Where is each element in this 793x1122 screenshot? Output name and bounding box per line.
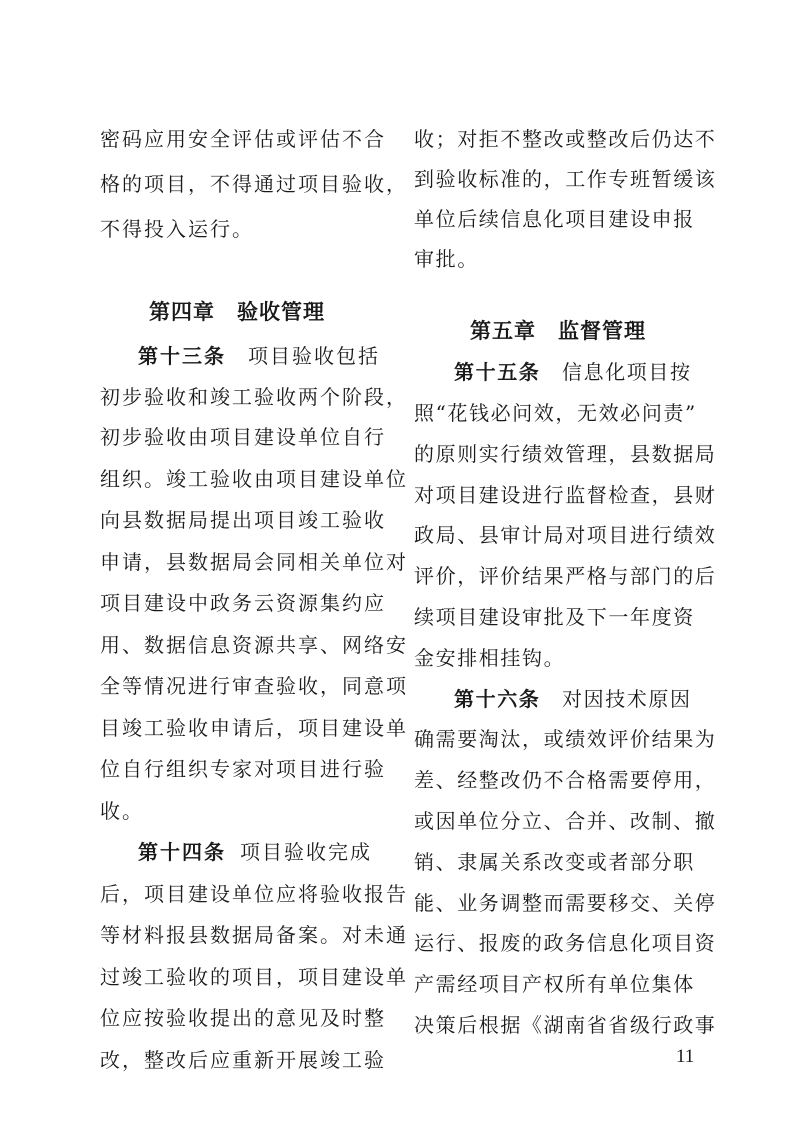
article-16-first-line: 第十六条 对因技术原因 bbox=[454, 687, 692, 711]
article-16-title: 第十六条 bbox=[454, 687, 541, 711]
text-line: 运行、报废的政务信息化项目资 bbox=[414, 931, 717, 955]
text-line: 政局、县审计局对项目进行绩效 bbox=[414, 523, 717, 547]
text-line: 对项目建设进行监督检查，县财 bbox=[414, 483, 717, 507]
text-line: 能、业务调整而需要移交、关停 bbox=[414, 891, 717, 915]
text-line: 不得投入运行。 bbox=[100, 217, 254, 241]
article-15-first-line: 第十五条 信息化项目按 bbox=[454, 360, 692, 384]
chapter-5-heading: 第五章 监督管理 bbox=[470, 318, 646, 343]
text-line: 位自行组织专家对项目进行验 bbox=[100, 757, 386, 781]
text-line: 收；对拒不整改或整改后仍达不 bbox=[414, 127, 717, 151]
text-line: 决策后根据《湖南省省级行政事 bbox=[414, 1013, 717, 1037]
article-13-first-line: 第十三条 项目验收包括 bbox=[138, 344, 380, 368]
text-line: 项目建设中政务云资源集约应 bbox=[100, 591, 386, 615]
page-number: 11 bbox=[676, 1046, 695, 1067]
article-15-title: 第十五条 bbox=[454, 360, 541, 384]
article-13-title: 第十三条 bbox=[138, 344, 226, 368]
text-line: 全等情况进行审查验收，同意项 bbox=[100, 674, 408, 698]
text-line: 用、数据信息资源共享、网络安 bbox=[100, 633, 408, 657]
text-line: 审批。 bbox=[414, 247, 479, 271]
text-line: 的原则实行绩效管理，县数据局 bbox=[414, 442, 717, 466]
text-line: 差、经整改仍不合格需要停用， bbox=[414, 768, 717, 792]
text-line: 过竣工验收的项目，项目建设单 bbox=[100, 965, 408, 989]
text-line: 评价，评价结果严格与部门的后 bbox=[414, 564, 717, 588]
text-line: 续项目建设审批及下一年度资 bbox=[414, 605, 695, 629]
text-line: 到验收标准的，工作专班暂缓该 bbox=[414, 167, 717, 191]
text-line: 照“花钱必问效，无效必问责” bbox=[414, 401, 697, 425]
text-line: 或因单位分立、合并、改制、撤 bbox=[414, 809, 717, 833]
text-line: 改，整改后应重新开展竣工验 bbox=[100, 1048, 386, 1072]
chapter-4-heading: 第四章 验收管理 bbox=[149, 299, 325, 324]
text-line: 销、隶属关系改变或者部分职 bbox=[414, 850, 695, 874]
text-line: 初步验收和竣工验收两个阶段， bbox=[100, 385, 408, 409]
text-line: 位应按验收提出的意见及时整 bbox=[100, 1006, 386, 1030]
text-line: 金安排相挂钩。 bbox=[414, 646, 566, 670]
text-line: 收。 bbox=[100, 799, 144, 823]
text-line: 后，项目建设单位应将验收报告 bbox=[100, 882, 408, 906]
article-14-title: 第十四条 bbox=[138, 840, 226, 864]
text-line: 格的项目，不得通过项目验收， bbox=[100, 172, 408, 196]
text-line: 向县数据局提出项目竣工验收 bbox=[100, 508, 386, 532]
text-line: 单位后续信息化项目建设申报 bbox=[414, 207, 695, 231]
text-line: 等材料报县数据局备案。对未通 bbox=[100, 923, 408, 947]
text-line: 产需经项目产权所有单位集体 bbox=[414, 972, 695, 996]
text-line: 初步验收由项目建设单位自行 bbox=[100, 425, 386, 449]
text-line: 申请，县数据局会同相关单位对 bbox=[100, 550, 408, 574]
article-14-first-line: 第十四条 项目验收完成 bbox=[138, 840, 372, 864]
text-line: 确需要淘汰，或绩效评价结果为 bbox=[414, 727, 717, 751]
text-line: 目竣工验收申请后，项目建设单 bbox=[100, 716, 408, 740]
text-line: 组织。竣工验收由项目建设单位 bbox=[100, 467, 408, 491]
text-line: 密码应用安全评估或评估不合 bbox=[100, 127, 386, 151]
